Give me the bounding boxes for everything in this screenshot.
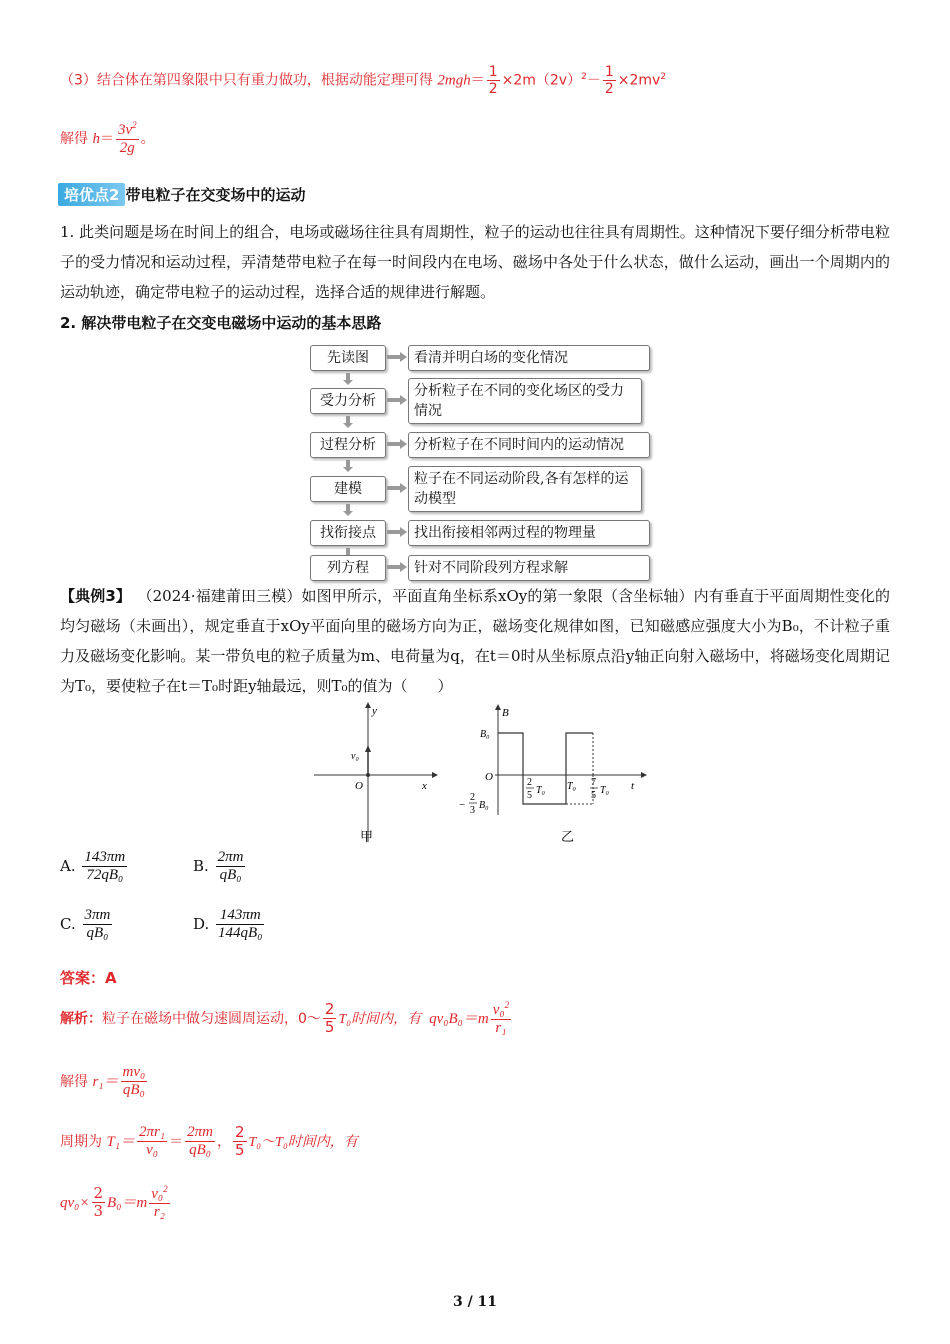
option-d-frac	[216, 907, 264, 943]
option-a-num: 143πm	[82, 849, 127, 867]
analysis-l2-frac	[121, 1064, 148, 1100]
part3-frac1-den: 2	[488, 81, 498, 98]
flow-desc-4: 粒子在不同运动阶段,各有怎样的运动模型	[408, 466, 642, 512]
answer-value: A	[105, 969, 117, 987]
solve-h-den: 2g	[119, 140, 135, 157]
option-a[interactable]	[60, 849, 129, 885]
analysis-l3-eq: ＝	[169, 1133, 184, 1150]
yi-neg-sign: −	[459, 799, 466, 811]
analysis-l4-frac1	[92, 1185, 106, 1221]
part3-sup2: 2	[581, 71, 587, 82]
analysis-l1-frac-num: 2	[324, 1000, 335, 1018]
flow-down-4	[343, 504, 353, 516]
analysis-l1-T: T₀时间内，有	[338, 1011, 422, 1027]
option-a-den: 72qB₀	[86, 867, 124, 884]
solve-h-end: 。	[140, 130, 155, 147]
flow-down-3	[343, 460, 353, 472]
option-b-num: 2πm	[216, 849, 246, 867]
yi-t-arrow	[641, 772, 647, 778]
analysis-l3-tail: T₀～T₀时间内，有	[248, 1134, 358, 1150]
yi-T0-label: T₀	[567, 781, 577, 792]
analysis-l1-text: 粒子在磁场中做匀速圆周运动，0～	[102, 1010, 321, 1027]
jia-caption: 甲	[360, 830, 374, 845]
heading-2: 2. 解决带电粒子在交变电磁场中运动的基本思路	[60, 314, 382, 332]
analysis-l3-prefix: 周期为	[60, 1133, 102, 1150]
yi-t2-den: 5	[591, 790, 596, 801]
page-number: 3 / 11	[452, 1294, 498, 1310]
yi-t2-num: 7	[591, 777, 596, 788]
part3-sup3: 2	[660, 71, 667, 82]
analysis-l3-f1-num: 2πr₁	[137, 1124, 167, 1142]
analysis-l4-mid: B₀＝m	[107, 1194, 148, 1211]
flow-step-1: 先读图	[310, 345, 386, 371]
flow-step-3: 过程分析	[310, 432, 386, 458]
example-text: （2024·福建莆田三模）如图甲所示，平面直角坐标系xOy的第一象限（含坐标轴）内有垂直于平面周期性变化的均匀磁场（未画出），规定垂直于xOy平面向里的磁场方向为正，磁场变化规律如图，已知磁感应强度大小为B₀，不计粒子重力及磁场变化影响。某一带负电的粒子质量为m、电荷量为q，在t＝0时从坐标原点沿y轴正向射入磁场中，将磁场变化周期记为T₀，要使粒子在t＝T₀时距y轴最远，则T₀的值为（ ）	[60, 587, 890, 695]
analysis-l1-lhs: qv₀B₀＝m	[429, 1010, 489, 1027]
analysis-l1-num-wrap	[491, 1000, 511, 1020]
option-d[interactable]	[193, 907, 266, 943]
option-d-num: 143πm	[216, 907, 264, 925]
part3-frac2	[603, 64, 616, 97]
figure-jia	[310, 700, 440, 850]
analysis-line-3	[60, 1124, 358, 1160]
flow-arrow-4	[387, 483, 407, 493]
analysis-l4-num: v₀	[151, 1186, 164, 1202]
option-b-frac	[216, 849, 246, 885]
answer-label: 答案：	[60, 969, 106, 987]
part3-frac2-num: 1	[604, 64, 614, 80]
part3-mid: ×2m（2v）	[501, 72, 582, 89]
solve-h-num: 3v	[117, 122, 133, 138]
flow-desc-3: 分析粒子在不同时间内的运动情况	[408, 432, 650, 458]
analysis-l1-den: r₁	[495, 1020, 507, 1037]
section-header	[58, 183, 305, 206]
option-b[interactable]	[193, 849, 247, 885]
analysis-l2-prefix: 解得	[60, 1073, 88, 1090]
option-b-den: qB₀	[219, 867, 242, 884]
yi-waveform	[498, 733, 593, 804]
yi-caption: 乙	[561, 830, 575, 845]
solve-h-frac	[116, 120, 139, 158]
jia-v0-label: v₀	[351, 751, 359, 762]
option-c-num: 3πm	[83, 907, 113, 925]
analysis-l2-num: mv₀	[121, 1064, 148, 1082]
solve-h-eq: ＝	[99, 130, 114, 147]
analysis-label: 解析：	[60, 1010, 102, 1027]
part3-frac1-num: 1	[488, 64, 498, 80]
jia-v0-arrowhead	[365, 745, 371, 752]
flow-step-4: 建模	[310, 476, 386, 502]
figure-yi	[455, 700, 655, 850]
analysis-l4-f-num: 2	[93, 1184, 104, 1202]
option-c-label: C.	[60, 914, 76, 933]
option-d-den: 144qB₀	[218, 925, 263, 942]
option-a-label: A.	[60, 856, 76, 875]
option-a-frac	[82, 849, 127, 885]
yi-t1-den: 5	[527, 790, 532, 801]
analysis-l3-frac1	[137, 1124, 167, 1160]
analysis-l2-den: qB₀	[122, 1082, 145, 1099]
flow-arrow-1	[387, 352, 407, 362]
yi-b-label: B	[502, 707, 509, 719]
analysis-line-4	[60, 1184, 172, 1222]
analysis-l3-f2-den: qB₀	[189, 1142, 211, 1159]
flow-step-2: 受力分析	[310, 388, 386, 414]
yi-t1-T: T₀	[536, 785, 546, 796]
option-b-label: B.	[193, 856, 209, 875]
paragraph-1: 1. 此类问题是场在时间上的组合，电场或磁场往往具有周期性，粒子的运动也往往具有周期性。这种情况下要仔细分析带电粒子的受力情况和运动过程，弄清楚带电粒子在每一时间段内在电场、磁场中各处于什么状态，做什么运动，画出一个周期内的运动轨迹，确定带电粒子的运动过程，选择合适的规律进行解题。	[60, 223, 890, 301]
solve-h-num-sup: 2	[132, 120, 137, 130]
flow-step-5: 找衔接点	[310, 520, 386, 546]
flow-arrow-2	[387, 395, 407, 405]
analysis-l1-frac	[323, 1001, 337, 1037]
option-c-frac	[83, 907, 113, 943]
solve-h-var: h	[92, 130, 100, 147]
part3-tail: ×2mv	[617, 72, 661, 89]
flow-desc-1: 看清并明白场的变化情况	[408, 345, 650, 371]
flow-arrow-6	[387, 562, 407, 572]
flow-desc-6: 针对不同阶段列方程求解	[408, 555, 650, 581]
flow-down-1	[343, 373, 353, 385]
solve-h-prefix: 解得	[60, 130, 88, 147]
flow-arrow-3	[387, 439, 407, 449]
analysis-l3-frac3	[233, 1124, 247, 1160]
analysis-line-1	[60, 1000, 513, 1038]
analysis-l1-num: v₀	[492, 1002, 505, 1018]
jia-y-arrow	[365, 702, 371, 708]
flow-desc-2: 分析粒子在不同的变化场区的受力情况	[408, 378, 642, 424]
jia-y-label: y	[372, 705, 377, 717]
analysis-l1-sup: 2	[504, 1000, 510, 1010]
example-label: 【典例3】	[60, 587, 132, 605]
analysis-l3-var: T₁＝	[106, 1133, 136, 1150]
yi-neg-num: 2	[470, 792, 475, 803]
part3-lhs: 2mgh	[437, 72, 471, 89]
analysis-l3-comma: ，	[216, 1133, 231, 1150]
analysis-l4-den: r₂	[153, 1204, 165, 1221]
part3-line	[60, 64, 666, 97]
yi-neg-den: 3	[470, 805, 475, 816]
example-3	[60, 581, 890, 701]
flow-arrow-5	[387, 527, 407, 537]
yi-t2-T: T₀	[600, 785, 610, 796]
analysis-l1-frac-den: 5	[324, 1018, 335, 1037]
analysis-l3-frac2	[185, 1124, 215, 1160]
analysis-l3-f3-den: 5	[234, 1141, 245, 1160]
option-c-den: qB₀	[86, 925, 109, 942]
analysis-l4-frac2	[149, 1184, 169, 1222]
flow-step-6: 列方程	[310, 555, 386, 581]
analysis-l4-lhs: qv₀×	[60, 1194, 90, 1211]
analysis-l4-num-wrap	[149, 1184, 169, 1204]
part3-eq: ＝	[470, 72, 485, 89]
analysis-l4-sup: 2	[163, 1184, 168, 1194]
analysis-l4-f-den: 3	[93, 1202, 104, 1221]
solve-h-num-wrap	[116, 120, 139, 140]
solve-h-line	[60, 120, 155, 158]
yi-t-label: t	[631, 780, 635, 792]
analysis-line-2	[60, 1064, 149, 1100]
jia-origin-label: O	[355, 780, 363, 792]
part3-prefix: （3）结合体在第四象限中只有重力做功，根据动能定理可得	[60, 72, 433, 89]
jia-x-arrow	[432, 772, 438, 778]
part3-minus: －	[586, 72, 601, 89]
part3-frac2-den: 2	[604, 81, 614, 98]
flow-down-2	[343, 416, 353, 428]
part3-frac1	[487, 64, 500, 97]
yi-origin-label: O	[485, 771, 493, 783]
yi-t1-num: 2	[527, 777, 532, 788]
jia-x-label: x	[422, 780, 427, 792]
option-d-label: D.	[193, 914, 210, 933]
analysis-l1-frac2	[491, 1000, 511, 1038]
yi-b0-label: B₀	[480, 729, 490, 740]
yi-b-arrow	[495, 704, 501, 710]
analysis-l2-var: r₁＝	[92, 1073, 119, 1090]
analysis-l3-f1-den: v₀	[146, 1142, 158, 1159]
analysis-l3-f2-num: 2πm	[185, 1124, 215, 1142]
section-title: 带电粒子在交变场中的运动	[125, 186, 306, 204]
answer-line	[60, 967, 117, 988]
flow-desc-5: 找出衔接相邻两过程的物理量	[408, 520, 650, 546]
analysis-l3-f3-num: 2	[234, 1123, 245, 1141]
yi-neg-b0: B₀	[479, 800, 489, 811]
section-badge: 培优点2	[58, 183, 125, 206]
jia-origin-dot	[366, 773, 370, 777]
option-c[interactable]	[60, 907, 114, 943]
